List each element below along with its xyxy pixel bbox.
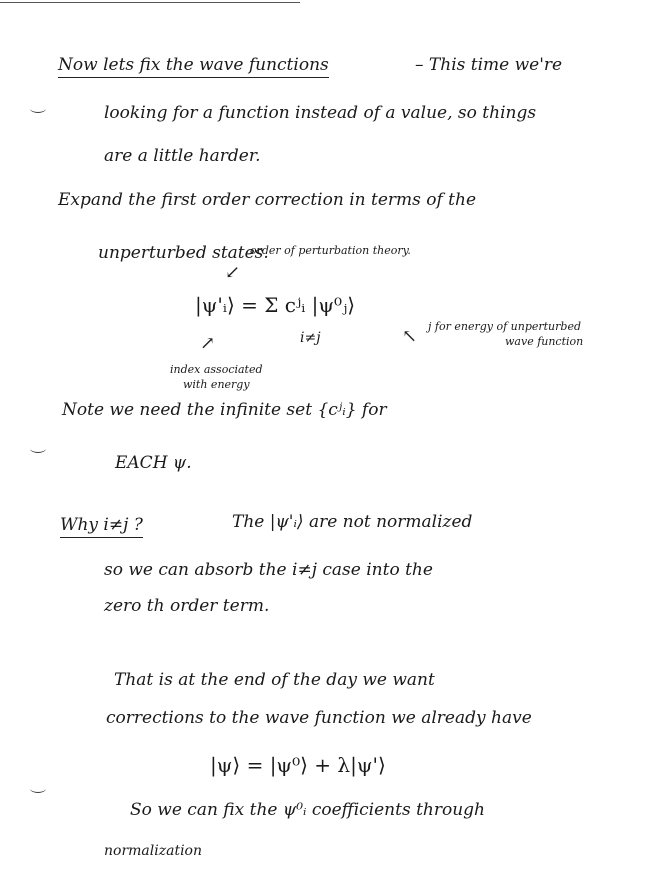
annotation-arrow-icon: ↖ bbox=[402, 326, 418, 347]
annotation-index: index associated bbox=[170, 363, 263, 376]
margin-hole-mark bbox=[30, 104, 46, 113]
note-line: EACH ψ. bbox=[115, 453, 192, 473]
note-line: normalization bbox=[104, 843, 202, 859]
note-line: unperturbed states. bbox=[98, 243, 269, 263]
wavefunction-equation: |ψ⟩ = |ψ⁰⟩ + λ|ψ'⟩ bbox=[210, 753, 386, 777]
note-line: So we can fix the ψ⁰ᵢ coefficients through bbox=[130, 800, 485, 820]
note-line: Note we need the infinite set {cʲᵢ} for bbox=[62, 400, 387, 420]
note-heading: Now lets fix the wave functions bbox=[58, 55, 329, 78]
margin-hole-mark bbox=[30, 784, 46, 793]
sum-index-condition: i≠j bbox=[300, 330, 321, 346]
note-heading: Why i≠j ? bbox=[60, 515, 143, 538]
page-top-rule bbox=[0, 2, 300, 3]
annotation-arrow-icon: ↙ bbox=[225, 262, 241, 283]
note-line: – This time we're bbox=[415, 55, 563, 75]
annotation-energy: wave function bbox=[505, 335, 584, 348]
note-line: The |ψ'ᵢ⟩ are not normalized bbox=[232, 512, 473, 532]
note-line: are a little harder. bbox=[104, 146, 261, 166]
note-line: corrections to the wave function we already have bbox=[106, 708, 532, 728]
annotation-order: order of perturbation theory. bbox=[250, 244, 411, 257]
expansion-equation: |ψ'ᵢ⟩ = Σ cʲᵢ |ψ⁰ⱼ⟩ bbox=[195, 293, 356, 317]
note-line: so we can absorb the i≠j case into the bbox=[104, 560, 433, 580]
note-line: That is at the end of the day we want bbox=[114, 670, 435, 690]
note-line: looking for a function instead of a value, so things bbox=[104, 103, 537, 123]
note-line: Expand the first order correction in terms of the bbox=[58, 190, 477, 210]
annotation-index: with energy bbox=[183, 378, 250, 391]
margin-hole-mark bbox=[30, 444, 46, 453]
annotation-arrow-icon: ↗ bbox=[200, 333, 216, 354]
annotation-energy: j for energy of unperturbed bbox=[428, 320, 581, 333]
note-line: zero th order term. bbox=[104, 596, 270, 616]
